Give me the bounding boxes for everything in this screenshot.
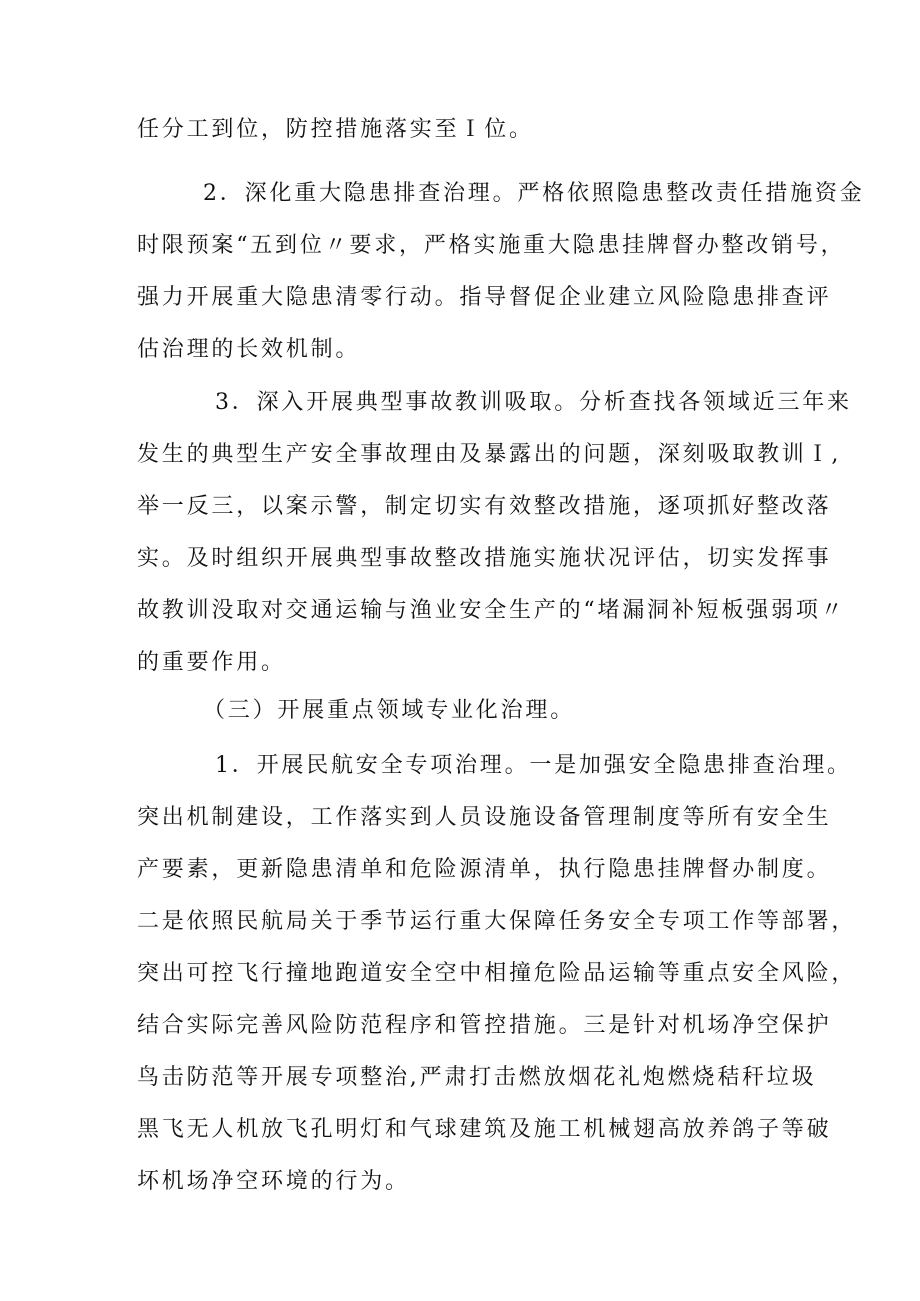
text-line: 发生的典型生产安全事故理由及暴露出的问题，深刻吸取教训Ｉ, bbox=[137, 442, 842, 467]
text-line: 实。及时组织开展典型事故整改措施实施状况评估，切实发挥事 bbox=[137, 546, 832, 571]
text-line: 时限预案“五到位〃要求，严格实施重大隐患挂牌督办整改销号， bbox=[137, 233, 846, 258]
text-line: 任分工到位，防控措施落实至Ｉ位。 bbox=[137, 117, 534, 142]
text-line: 1．开展民航安全专项治理。一是加强安全隐患排查治理。 bbox=[215, 753, 852, 778]
text-line: 估治理的长效机制。 bbox=[137, 337, 361, 362]
text-line: 的重要作用。 bbox=[137, 650, 286, 675]
paragraph-civil-aviation bbox=[137, 740, 857, 1208]
paragraph-continuation bbox=[137, 104, 797, 156]
paragraph-hazard-rectification bbox=[137, 168, 865, 376]
text-line: 鸟击防范等开展专项整治,严肃打击燃放烟花礼炮燃烧秸秆垃圾 bbox=[137, 1065, 817, 1090]
text-line: 二是依照民航局关于季节运行重大保障任务安全专项工作等部署， bbox=[137, 909, 857, 934]
text-line: 坏机场净空环境的行为。 bbox=[137, 1169, 410, 1194]
section-heading-key-fields bbox=[137, 685, 797, 737]
text-line: 故教训没取对交通运输与渔业安全生产的“堵漏洞补短板强弱项〃 bbox=[137, 598, 846, 623]
section-heading: （三）开展重点领域专业化治理。 bbox=[203, 698, 576, 723]
paragraph-accident-lessons bbox=[137, 377, 852, 689]
text-line: 产要素，更新隐患清单和危险源清单，执行隐患挂牌督办制度。 bbox=[137, 857, 832, 882]
text-line: 黑飞无人机放飞孔明灯和气球建筑及施工机械翅高放养鸽子等破 bbox=[137, 1117, 832, 1142]
text-line: 强力开展重大隐患清零行动。指导督促企业建立风险隐患排查评 bbox=[137, 285, 832, 310]
text-line: 举一反三，以案示警，制定切实有效整改措施，逐项抓好整改落 bbox=[137, 494, 832, 519]
text-line: 突出机制建设，工作落实到人员设施设备管理制度等所有安全生 bbox=[137, 805, 832, 830]
text-line: 结合实际完善风险防范程序和管控措施。三是针对机场净空保护 bbox=[137, 1013, 832, 1038]
text-line: 2．深化重大隐患排查治理。严格依照隐患整改责任措施资金 bbox=[203, 181, 865, 206]
text-line: 突出可控飞行撞地跑道安全空中相撞危险品运输等重点安全风险， bbox=[137, 961, 857, 986]
text-line: 3．深入开展典型事故教训吸取。分析查找各领域近三年来 bbox=[215, 390, 852, 415]
